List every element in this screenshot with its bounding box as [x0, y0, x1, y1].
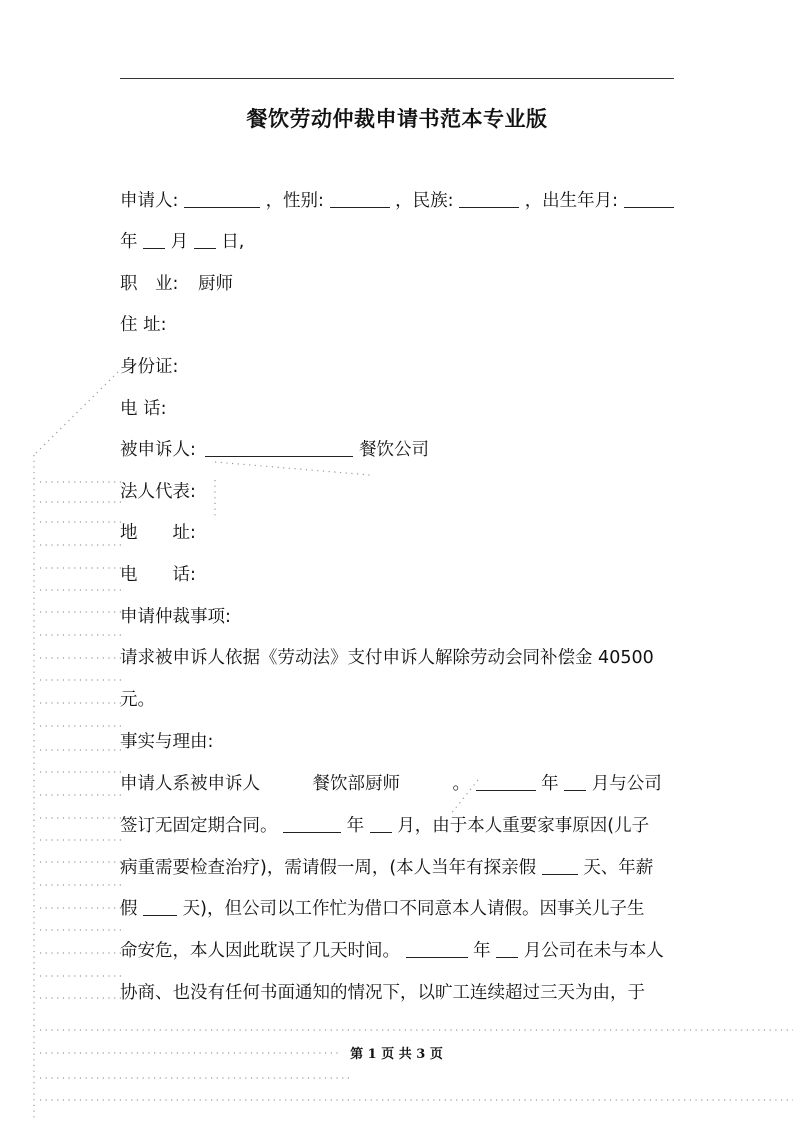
phone-label: 电 话: [120, 399, 167, 419]
facts-text: 月与公司 [591, 774, 662, 794]
gender-label: ，性别: [265, 191, 324, 211]
facts-line-1 [120, 772, 680, 796]
occupation-label: 职 业: [120, 274, 179, 294]
claims-heading: 申请仲裁事项: [120, 607, 231, 627]
respondent-name-blank [205, 438, 353, 457]
facts-line-6: 协商、也没有任何书面通知的情况下，以旷工连续超过三天为由，于 [120, 983, 645, 1003]
header-rule [120, 78, 674, 79]
ethnicity-label: ，民族: [395, 191, 454, 211]
facts-blank [476, 772, 536, 791]
month-blank [143, 230, 165, 249]
document-title: 餐饮劳动仲裁申请书范本专业版 [246, 107, 548, 131]
facts-text: 命安危，本人因此耽误了几天时间。 [120, 941, 400, 961]
applicant-line [120, 189, 680, 213]
birth-year-blank [624, 189, 674, 208]
facts-text: 病重需要检查治疗)，需请假一周，(本人当年有探亲假 [120, 858, 537, 878]
facts-blank [564, 772, 586, 791]
facts-text: 年 [541, 774, 559, 794]
facts-blank [283, 814, 341, 833]
respondent-name-suffix: 餐饮公司 [359, 440, 430, 460]
respondent-phone-label: 电 话: [120, 565, 196, 585]
facts-text: 假 [120, 899, 138, 919]
facts-line-4 [120, 897, 680, 921]
facts-text: 天、年薪 [583, 858, 654, 878]
respondent-address-label: 地 址: [120, 523, 196, 543]
occupation-value: 厨师 [197, 274, 233, 294]
facts-text: 月公司在未与本人 [523, 941, 664, 961]
legal-rep-label: 法人代表: [120, 482, 196, 502]
claims-line-1: 请求被申诉人依据《劳动法》支付申诉人解除劳动会同补偿金 40500 [120, 648, 654, 668]
claims-line-2: 元。 [120, 690, 155, 710]
facts-text: 签订无固定期合同。 [120, 816, 278, 836]
facts-blank [143, 897, 177, 916]
facts-text: 年 [473, 941, 491, 961]
day-label: 日, [221, 232, 245, 252]
facts-line-5 [120, 939, 680, 963]
facts-line-2 [120, 814, 680, 838]
facts-text: 年 [346, 816, 365, 836]
facts-text: 月，由于本人重要家事原因(儿子 [397, 816, 650, 836]
ethnicity-blank [459, 189, 519, 208]
facts-line-3 [120, 856, 680, 880]
year-label: 年 [120, 232, 138, 252]
facts-blank [496, 939, 518, 958]
facts-text: 申请人系被申诉人 餐饮部厨师 。 [120, 774, 470, 794]
address-label: 住 址: [120, 315, 167, 335]
applicant-name-blank [184, 189, 260, 208]
facts-blank [406, 939, 468, 958]
facts-text: 天)，但公司以工作忙为借口不同意本人请假。因事关儿子生 [182, 899, 645, 919]
id-label: 身份证: [120, 357, 179, 377]
birth-date-line [120, 230, 680, 254]
day-blank [194, 230, 216, 249]
respondent-line [120, 438, 680, 462]
birth-label: ，出生年月: [524, 191, 619, 211]
gender-blank [330, 189, 390, 208]
respondent-name-label: 被申诉人: [120, 440, 196, 460]
applicant-name-label: 申请人: [120, 191, 179, 211]
facts-blank [370, 814, 392, 833]
month-label: 月 [170, 232, 189, 252]
facts-heading: 事实与理由: [120, 732, 214, 752]
occupation-line [120, 272, 680, 296]
facts-blank [542, 856, 578, 875]
page-footer: 第 1 页 共 3 页 [350, 1047, 443, 1062]
